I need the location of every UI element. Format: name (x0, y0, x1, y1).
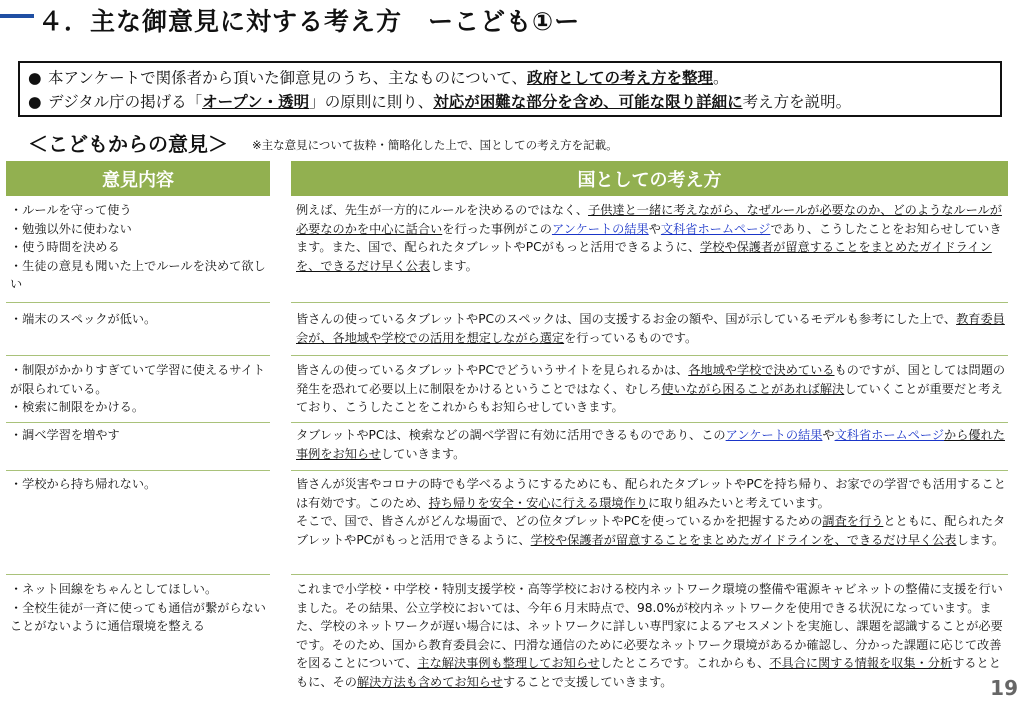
opinion-cell-5: ・学校から持ち帰れない。 (10, 477, 157, 491)
row-divider (291, 422, 1008, 423)
header-opinion: 意見内容 (6, 161, 270, 196)
opinion-cell-2: ・端末のスペックが低い。 (10, 312, 157, 326)
row-divider (291, 355, 1008, 356)
response-cell-3: 皆さんの使っているタブレットやPCでどういうサイトを見られるかは、各地域や学校で決めているものですが、国としては問題の発生を恐れて必要以上に制限をかけるということではなく、むしろ使いながら困ることがあれば解決していくことが重要だと考えており、こうしたことをこれからもお知らせしていきます。 (296, 363, 1006, 414)
row-divider (291, 574, 1008, 575)
opinion-cell-1: ・ルールを守って使う ・勉強以外に使わない ・使う時間を決める ・生徒の意見も聞いた上でルールを決めて欲しい (10, 203, 266, 291)
opinion-cell-6: ・ネット回線をちゃんとしてほしい。 ・全校生徒が一斉に使っても通信が繋がらないことがないように通信環境を整える (10, 582, 266, 633)
response-cell-5: 皆さんが災害やコロナの時でも学べるようにするためにも、配られたタブレットやPCを持ち帰り、お家での学習でも活用することは有効です。このため、持ち帰りを安全・安心に行える環境作りに取り組みたいと考えています。 そこで、国で、皆さんがどんな場面で、どの位タブレットやPCを使っているかを把握するための調査を行うとともに、配られたタブレットやPCがもっと活用できるように、学校や保護者が留意することをまとめたガイドラインを、できるだけ早く公表します。 (296, 477, 1006, 547)
row-divider (291, 302, 1008, 303)
summary-box (18, 61, 1002, 117)
response-cell-2: 皆さんの使っているタブレットやPCのスペックは、国の支援するお金の額や、国が示しているモデルも参考にした上で、教育委員会が、各地域や学校での活用を想定しながら選定を行っているものです。 (296, 312, 1005, 345)
row-divider (6, 470, 270, 471)
summary-bullet-2: ● デジタル庁の掲げる「オープン・透明」の原則に則り、対応が困難な部分を含め、可能な限り詳細に考え方を説明。 (28, 90, 992, 114)
row-divider (6, 574, 270, 575)
bullet-icon: ● (28, 69, 42, 87)
response-cell-4: タブレットやPCは、検索などの調べ学習に有効に活用できるものであり、このアンケートの結果や文科省ホームページから優れた事例をお知らせしていきます。 (296, 428, 1005, 461)
row-divider (6, 422, 270, 423)
response-cell-1: 例えば、先生が一方的にルールを決めるのではなく、子供達と一緒に考えながら、なぜルールが必要なのか、どのようなルールが必要なのかを中心に話合いを行った事例がこのアンケートの結果や文科省ホームページであり、こうしたことをお知らせしていきます。また、国で、配られたタブレットやPCがもっと活用できるように、学校や保護者が留意することをまとめたガイドラインを、できるだけ早く公表します。 (296, 203, 1002, 273)
title-accent-bar (0, 14, 34, 18)
section-note: ※主な意見について抜粋・簡略化した上で、国としての考え方を記載。 (252, 138, 618, 152)
row-divider (6, 355, 270, 356)
opinion-cell-3: ・制限がかかりすぎていて学習に使えるサイトが限られている。 ・検索に制限をかける。 (10, 363, 266, 414)
summary-bullet-1: ● 本アンケートで関係者から頂いた御意見のうち、主なものについて、政府としての考え方を整理。 (28, 66, 992, 90)
response-cell-6: これまで小学校・中学校・特別支援学校・高等学校における校内ネットワーク環境の整備や電源キャビネットの整備に支援を行いました。その結果、公立学校においては、今年６月末時点で、98.0%が校内ネットワークを使用できる状況になっています。また、学校のネットワークが遅い場合には、ネットワークに詳しい専門家によるアセスメントを実施し、課題を認識することが必要です。そのため、国から教育委員会に、円滑な通信のために必要なネットワーク環境があるか確認し、分かった課題に応じて改善を図ることについて、主な解決事例も整理してお知らせしたところです。これからも、不具合に関する情報を収集・分析するとともに、その解決方法も含めてお知らせすることで支援していきます。 (296, 582, 1003, 689)
page-title: ４．主な御意見に対する考え方 ーこども①ー (38, 7, 581, 36)
row-divider (291, 470, 1008, 471)
section-title: ＜こどもからの意見＞ (28, 132, 228, 156)
bullet-icon: ● (28, 93, 42, 111)
header-response: 国としての考え方 (291, 161, 1008, 196)
opinion-cell-4: ・調べ学習を増やす (10, 428, 120, 442)
row-divider (6, 302, 270, 303)
page-number: 19 (990, 676, 1018, 700)
